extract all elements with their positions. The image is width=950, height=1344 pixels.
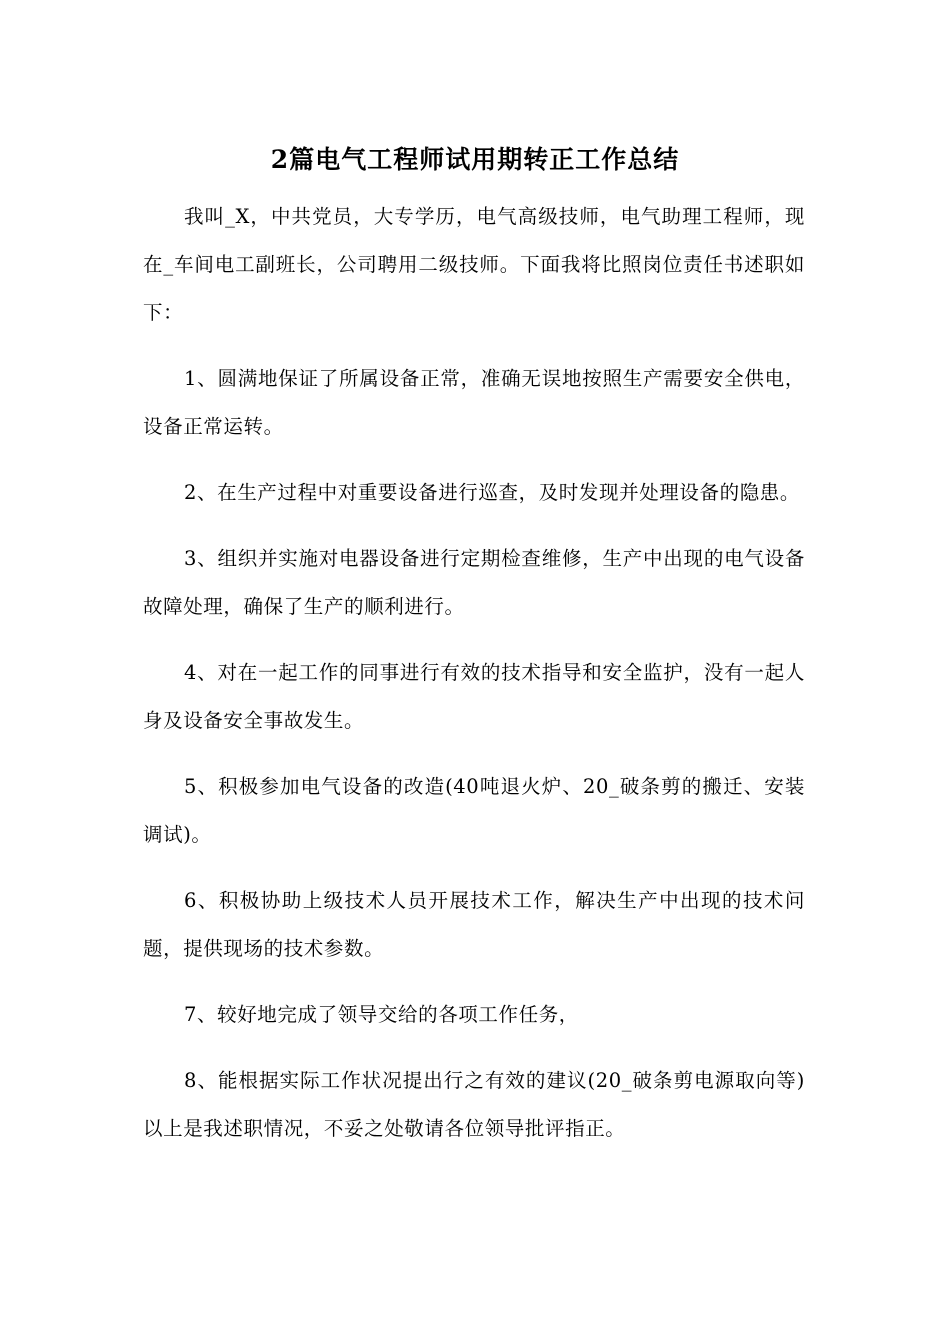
list-item-6: 6、积极协助上级技术人员开展技术工作，解决生产中出现的技术问题，提供现场的技术参数。 (143, 889, 805, 960)
document-title: 2篇电气工程师试用期转正工作总结 (270, 145, 680, 174)
list-item-2: 2、在生产过程中对重要设备进行巡查，及时发现并处理设备的隐患。 (184, 481, 801, 504)
list-item-7: 7、较好地完成了领导交给的各项工作任务， (184, 1003, 579, 1026)
list-item-5: 5、积极参加电气设备的改造(40吨退火炉、20_破条剪的搬迁、安装调试)。 (143, 775, 805, 846)
list-item-8: 8、能根据实际工作状况提出行之有效的建议(20_破条剪电源取向等)以上是我述职情况，不妥之处敬请各位领导批评指正。 (143, 1069, 805, 1140)
list-item-4: 4、对在一起工作的同事进行有效的技术指导和安全监护，没有一起人身及设备安全事故发生。 (143, 661, 805, 732)
list-item-1: 1、圆满地保证了所属设备正常，准确无误地按照生产需要安全供电，设备正常运转。 (143, 367, 805, 438)
list-item-3: 3、组织并实施对电器设备进行定期检查维修，生产中出现的电气设备故障处理，确保了生产的顺利进行。 (143, 547, 805, 618)
intro-paragraph: 我叫_X，中共党员，大专学历，电气高级技师，电气助理工程师，现在_车间电工副班长，公司聘用二级技师。下面我将比照岗位责任书述职如下： (143, 205, 805, 324)
document-body (143, 193, 805, 1171)
